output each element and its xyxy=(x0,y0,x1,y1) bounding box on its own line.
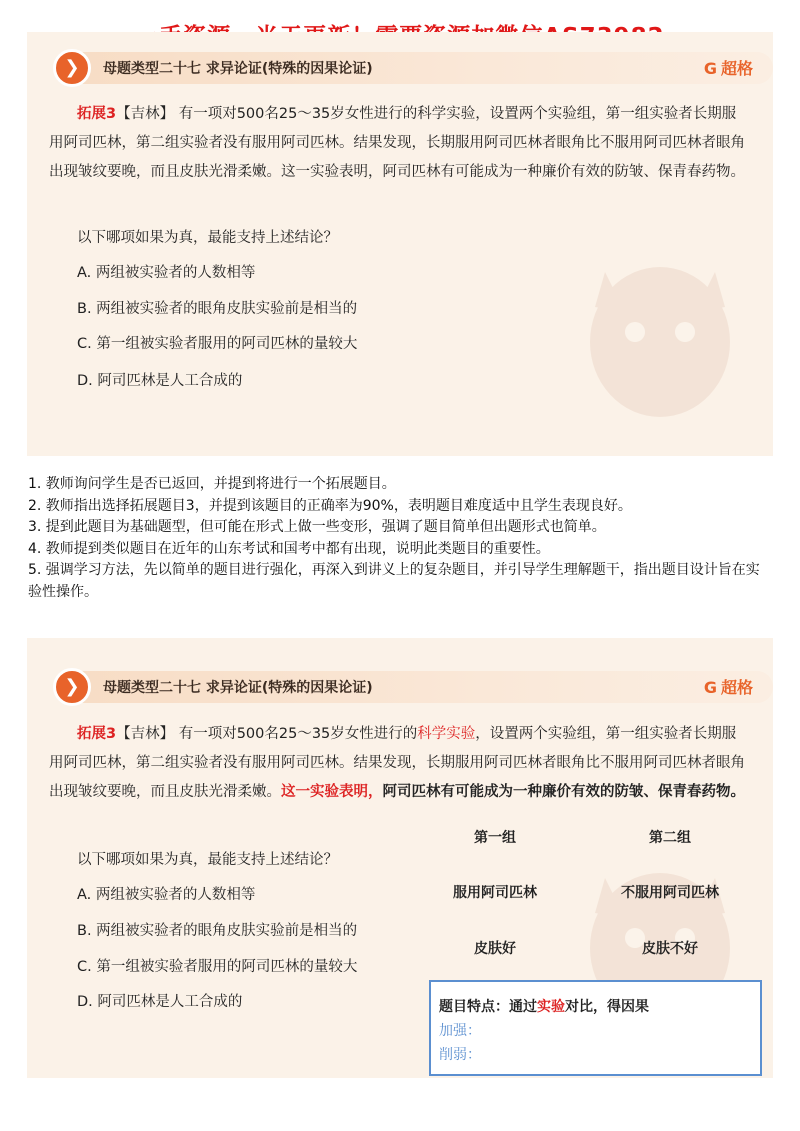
slide-header-title: 母题类型二十七 求异论证(特殊的因果论证) xyxy=(103,61,373,77)
note-item: 3. 提到此题目为基础题型，但可能在形式上做一些变形，强调了题目简单但出题形式也简单。 xyxy=(28,519,606,535)
question-stem: 以下哪项如果为真，最能支持上述结论？ xyxy=(77,852,338,868)
feature-title xyxy=(439,996,649,1016)
highlight-conclusion: 阿司匹林有可能成为一种廉价有效的防皱、保青春药物。 xyxy=(382,784,745,800)
weaken-label: 削弱： xyxy=(439,1047,481,1063)
group-2-treatment: 不服用阿司匹林 xyxy=(621,885,719,901)
lecture-notes xyxy=(28,474,773,603)
option-a[interactable]: A. 两组被实验者的人数相等 xyxy=(77,887,256,903)
note-item: 1. 教师询问学生是否已返回，并提到将进行一个拓展题目。 xyxy=(28,476,396,492)
mascot-watermark-icon xyxy=(565,232,755,432)
problem-source: 【吉林】 xyxy=(116,106,175,122)
option-b[interactable]: B. 两组被实验者的眼角皮肤实验前是相当的 xyxy=(77,923,358,939)
group-1-result: 皮肤好 xyxy=(474,941,516,957)
slide-1 xyxy=(27,32,773,456)
highlight-experiment-shows: 这一实验表明， xyxy=(281,784,383,800)
problem-source: 【吉林】 xyxy=(116,726,175,742)
brand-logo-icon: G xyxy=(703,59,717,78)
feature-box xyxy=(429,980,762,1076)
note-item: 5. 强调学习方法，先以简单的题目进行强化，再深入到讲义上的复杂题目，并引导学生理解题干，指出题目设计旨在实验性操作。 xyxy=(28,562,760,600)
problem-text: 有一项对500名25～35岁女性进行的科学实验，设置两个实验组，第一组实验者长期服用阿司匹林，第二组实验者没有服用阿司匹林。结果发现，长期服用阿司匹林者眼角比不服用阿司匹林者眼角出现皱纹要晚，而且皮肤光滑柔嫩。这一实验表明，阿司匹林有可能成为一种廉价有效的防皱、保青春药物。 xyxy=(49,106,745,180)
question-stem: 以下哪项如果为真，最能支持上述结论？ xyxy=(77,230,338,246)
option-a[interactable]: A. 两组被实验者的人数相等 xyxy=(77,265,256,281)
highlight-scientific-experiment: 科学实验 xyxy=(417,726,476,742)
problem-text-part: ，设置两个实验组，第一组实验者长期服用阿司匹林，第二组实验者没有服用阿司匹林。结果发现，长期服用阿司匹林者眼角比不服用阿司匹林者眼角出现皱纹要晚，而且皮肤光滑柔嫩。 xyxy=(49,726,745,800)
option-c[interactable]: C. 第一组被实验者服用的阿司匹林的量较大 xyxy=(77,959,358,975)
group-2-result: 皮肤不好 xyxy=(642,941,698,957)
option-d[interactable]: D. 阿司匹林是人工合成的 xyxy=(77,373,243,389)
brand-logo xyxy=(704,675,753,698)
option-d[interactable]: D. 阿司匹林是人工合成的 xyxy=(77,994,243,1010)
slide-header-title: 母题类型二十七 求异论证(特殊的因果论证) xyxy=(103,680,373,696)
problem-tag: 拓展3 xyxy=(77,726,117,742)
slide-header xyxy=(57,671,773,703)
brand-logo-text: 超格 xyxy=(720,678,753,697)
problem-paragraph xyxy=(49,100,749,187)
feature-title-part: 对比，得因果 xyxy=(565,999,649,1015)
slide-header xyxy=(57,52,773,84)
problem-paragraph-annotated xyxy=(49,720,749,807)
problem-tag: 拓展3 xyxy=(77,106,117,122)
group-1-treatment: 服用阿司匹林 xyxy=(453,885,537,901)
group-2-header: 第二组 xyxy=(649,830,691,846)
brand-logo xyxy=(704,56,753,79)
brand-logo-text: 超格 xyxy=(720,59,753,78)
strengthen-label: 加强： xyxy=(439,1023,481,1039)
problem-text-part: 有一项对500名25～35岁女性进行的 xyxy=(174,726,418,742)
option-c[interactable]: C. 第一组被实验者服用的阿司匹林的量较大 xyxy=(77,336,358,352)
group-1-header: 第一组 xyxy=(474,830,516,846)
note-item: 2. 教师指出选择拓展题目3，并提到该题目的正确率为90%，表明题目难度适中且学生表现良好。 xyxy=(28,497,632,514)
note-item: 4. 教师提到类似题目在近年的山东考试和国考中都有出现，说明此类题目的重要性。 xyxy=(28,540,550,557)
feature-title-part: 题目特点：通过 xyxy=(439,999,537,1015)
feature-title-highlight: 实验 xyxy=(537,999,565,1015)
option-b[interactable]: B. 两组被实验者的眼角皮肤实验前是相当的 xyxy=(77,301,358,317)
brand-logo-icon: G xyxy=(703,678,717,697)
chevron-right-icon: ❯ xyxy=(53,668,91,706)
slide-2 xyxy=(27,638,773,1078)
chevron-right-icon: ❯ xyxy=(53,49,91,87)
